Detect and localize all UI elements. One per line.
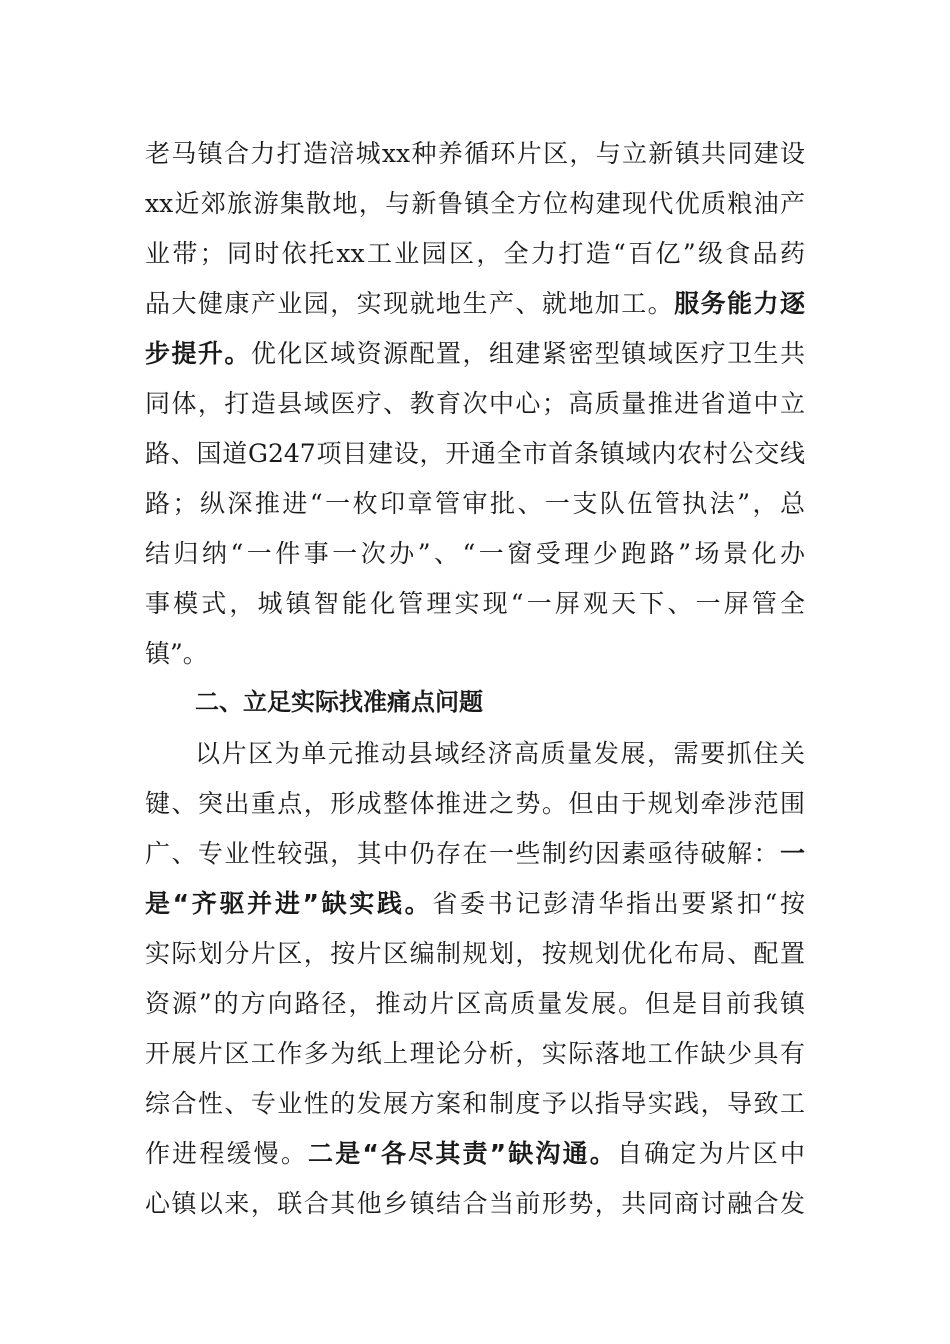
text-line: 老马镇合力打造涪城xx种养循环片区，与立新镇共同建设 <box>145 139 805 168</box>
text-line: 结归纳“一件事一次办”、“一窗受理少跑路”场景化办 <box>145 539 805 568</box>
text-line: 业带；同时依托xx工业园区，全力打造“百亿”级食品药 <box>145 239 805 268</box>
section-heading: 二、立足实际找准痛点问题 <box>195 688 483 716</box>
text-line: 同体，打造县域医疗、教育次中心；高质量推进省道中立 <box>145 389 805 418</box>
text-line: xx近郊旅游集散地，与新鲁镇全方位构建现代优质粮油产 <box>145 189 805 218</box>
text-line: 心镇以来，联合其他乡镇结合当前形势，共同商讨融合发 <box>145 1189 805 1218</box>
text-line: 实际划分片区，按片区编制规划，按规划优化布局、配置 <box>145 939 805 968</box>
text-line: 品大健康产业园，实现就地生产、就地加工。服务能力逐 <box>145 289 805 318</box>
text-line: 是“齐驱并进”缺实践。省委书记彭清华指出要紧扣“按 <box>145 889 805 918</box>
text-line: 事模式，城镇智能化管理实现“一屏观天下、一屏管全 <box>145 589 805 618</box>
text-line: 键、突出重点，形成整体推进之势。但由于规划牵涉范围 <box>145 789 805 818</box>
text-line: 综合性、专业性的发展方案和制度予以指导实践，导致工 <box>145 1089 805 1118</box>
text-line: 作进程缓慢。二是“各尽其责”缺沟通。自确定为片区中 <box>145 1139 805 1168</box>
text-line: 以片区为单元推动县域经济高质量发展，需要抓住关 <box>195 739 805 768</box>
text-line: 资源”的方向路径，推动片区高质量发展。但是目前我镇 <box>145 989 805 1018</box>
text-line: 路；纵深推进“一枚印章管审批、一支队伍管执法”，总 <box>145 489 805 518</box>
text-line: 广、专业性较强，其中仍存在一些制约因素亟待破解：一 <box>145 839 805 868</box>
text-line: 开展片区工作多为纸上理论分析，实际落地工作缺少具有 <box>145 1039 805 1068</box>
text-line: 镇”。 <box>145 639 208 668</box>
text-line: 步提升。优化区域资源配置，组建紧密型镇域医疗卫生共 <box>145 339 805 368</box>
text-line: 路、国道G247项目建设，开通全市首条镇域内农村公交线 <box>145 439 805 468</box>
